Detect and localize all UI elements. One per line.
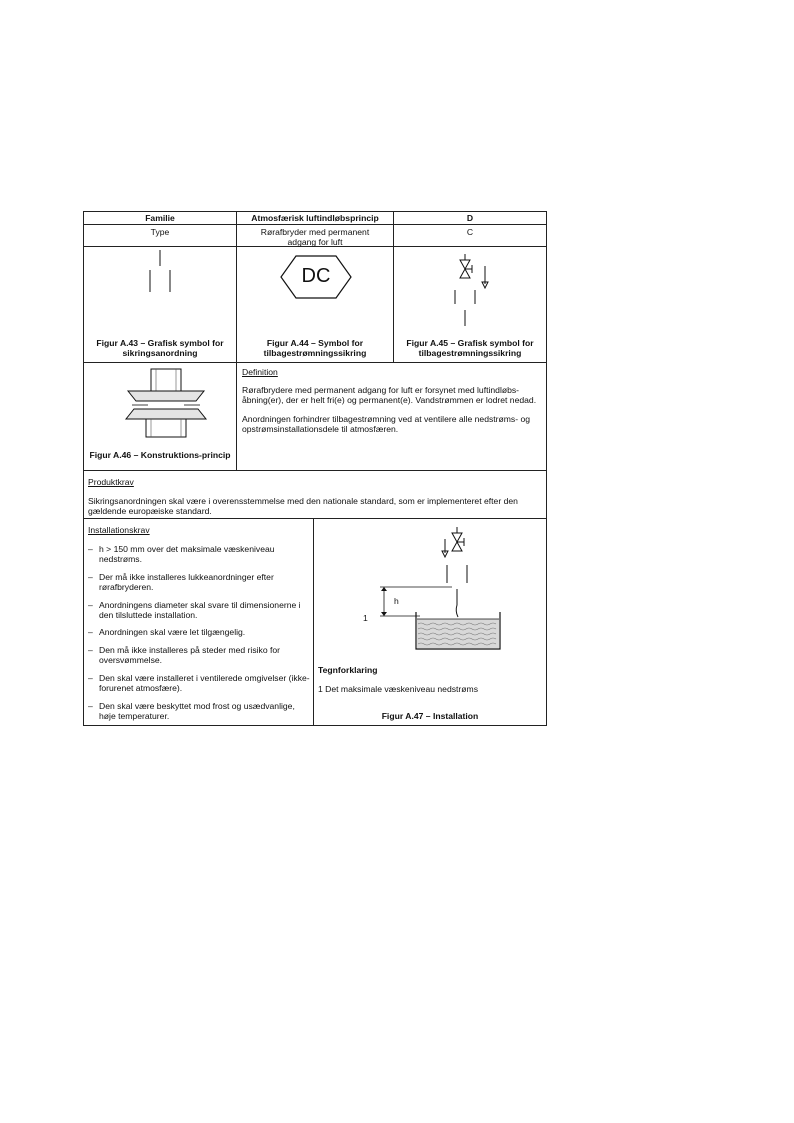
fig-a43-caption: Figur A.43 – Grafisk symbol for sikringsanordning xyxy=(96,338,224,358)
list-item: – Den må ikke installeres på steder med risiko for oversvømmelse. xyxy=(88,645,310,665)
definition-text-2: Anordningen forhindrer tilbagestrømning ved at ventilere alle nedstrøms- og opstrømsinstallationsdele til atmosfæren. xyxy=(242,414,531,435)
definition-heading: Definition xyxy=(242,367,278,377)
header-familie: Familie xyxy=(145,213,175,223)
definition-text-1: Rørafbrydere med permanent adgang for luft er forsynet med luftindløbs-åbning(er), der er helt fri(e) og permanent(e). Vandstrømmen er lodret nedad. xyxy=(242,385,537,406)
fig-a47-caption: Figur A.47 – Installation xyxy=(381,711,479,721)
list-item: – Anordningens diameter skal svare til dimensionerne i den tilsluttede installation. xyxy=(88,600,310,620)
dimension-h-label: h xyxy=(394,596,399,606)
level-marker-label: 1 xyxy=(363,613,368,623)
type-label: Type xyxy=(150,227,170,237)
installation-diagram-icon xyxy=(360,525,510,655)
list-item: – h > 150 mm over det maksimale væskeniveau nedstrøms. xyxy=(88,544,310,564)
construction-principle-drawing-icon xyxy=(118,367,218,439)
product-requirements-heading: Produktkrav xyxy=(88,477,134,487)
fig-a44-caption: Figur A.44 – Symbol for tilbagestrømningssikring xyxy=(263,338,367,358)
header-principle: Atmosfærisk luftindløbsprincip xyxy=(251,213,379,223)
type-name: Rørafbryder med permanent adgang for luft xyxy=(260,227,370,248)
fig-a45-caption: Figur A.45 – Grafisk symbol for tilbagestrømningssikring xyxy=(406,338,534,358)
product-requirements-text: Sikringsanordningen skal være i overensstemmelse med den nationale standard, som er implementeret efter den gældende europæiske standard. xyxy=(88,496,518,517)
list-item: – Anordningen skal være let tilgængelig. xyxy=(88,627,310,637)
type-code: C xyxy=(466,227,474,237)
list-item: – Den skal være installeret i ventilerede omgivelser (ikke-forurenet atmosfære). xyxy=(88,673,310,693)
safety-device-symbol-icon xyxy=(140,250,180,310)
installation-requirements-list xyxy=(88,544,310,728)
list-item: – Den skal være beskyttet mod frost og usædvanlige, høje temperaturer. xyxy=(88,701,310,721)
list-item: – Der må ikke installeres lukkeanordninger efter rørafbryderen. xyxy=(88,572,310,592)
installation-heading: Installationskrav xyxy=(88,525,150,535)
legend-item: 1 Det maksimale væskeniveau nedstrøms xyxy=(318,684,478,694)
legend-heading: Tegnforklaring xyxy=(318,665,378,675)
fig-a46-caption: Figur A.46 – Konstruktions-princip xyxy=(89,450,231,460)
dc-label: DC xyxy=(301,265,331,287)
backflow-valve-symbol-icon xyxy=(446,254,496,329)
header-code: D xyxy=(466,213,474,223)
